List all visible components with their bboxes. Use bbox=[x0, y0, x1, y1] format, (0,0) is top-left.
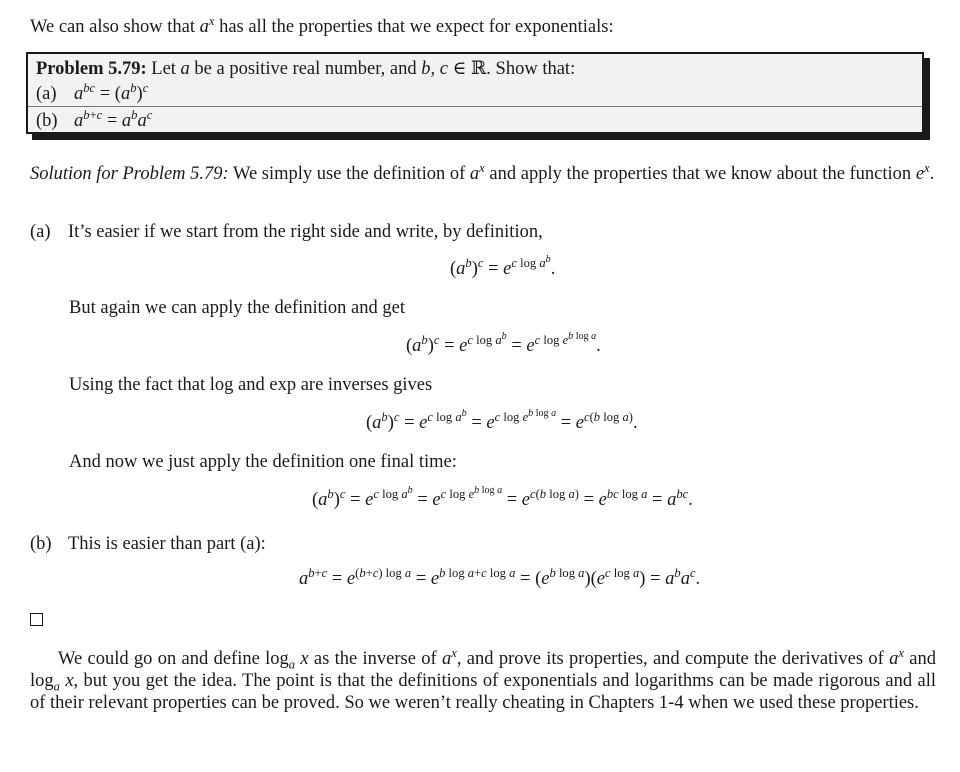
intro-base: a bbox=[199, 17, 209, 37]
closing-text-3: , and prove its properties, and compute the derivatives of bbox=[456, 649, 890, 669]
part-a-intro-text: It’s easier if we start from the right side and write, by definition, bbox=[68, 222, 543, 242]
problem-heading-line bbox=[36, 58, 575, 80]
problem-formula-b: $a^{b+c} = a^ba^c$ bbox=[74, 107, 153, 131]
part-a-final: And now we just apply the definition one final time: bbox=[69, 452, 457, 472]
equation-4: $(a^b)^c = e^{c log a^b} = e^{c log e^{b log a}} = e^{c(b log a)} = e^{bc log a} = a^{bc}$. bbox=[312, 484, 693, 510]
closing-text-4: and log bbox=[30, 649, 936, 691]
problem-divider bbox=[28, 106, 922, 107]
closing-text-5: , but you get the idea. The point is that the definitions of exponentials and logarithms can be made rigorous and all of their relevant properties can be proved. So we weren’t really cheating in Chapters 1-4 when we used these properties. bbox=[30, 671, 936, 713]
problem-label-a: (a) bbox=[36, 84, 57, 104]
solution-text-1: We simply use the definition of bbox=[228, 164, 470, 184]
part-a-fact: Using the fact that log and exp are inverses gives bbox=[69, 375, 433, 395]
equation-3: $(a^b)^c = e^{c log a^b} = e^{c log e^{b log a}} = e^{c(b log a)}$. bbox=[366, 407, 638, 433]
solution-text-2: and apply the properties that we know about the function bbox=[484, 164, 916, 184]
qed-square-icon bbox=[30, 613, 43, 626]
intro-exponent: x bbox=[208, 13, 215, 28]
intro-text-start: We can also show that bbox=[30, 17, 200, 37]
problem-text-3: ∈ ℝ. Show that: bbox=[447, 59, 576, 79]
problem-part-b bbox=[36, 107, 153, 132]
solution-text-3: . bbox=[929, 164, 935, 184]
problem-formula-a: $a^{bc} = (a^b)^c$ bbox=[74, 80, 149, 104]
part-a-again: But again we can apply the definition and get bbox=[69, 298, 405, 318]
problem-text-2: be a positive real number, and bbox=[189, 59, 422, 79]
closing-paragraph: We could go on and define $\log_a x$ as the inverse of $a^x$, and prove its properties, and compute the derivatives of $a^x$ and $\log_a x$, but you get the idea. The point is that the definitions of exponentials and logarithms can be made rigorous and all of their relevant properties can be proved. So we weren’t really cheating in Chapters 1-4 when we used these properties. bbox=[30, 645, 936, 713]
equation-5: $a^{b+c} = e^{(b+c) log a} = e^{b log a+c log a} = (e^{b log a})(e^{c log a}) = a^ba^c$. bbox=[299, 565, 701, 589]
problem-vars-bc: b, c bbox=[421, 59, 448, 79]
intro-paragraph bbox=[30, 13, 614, 38]
problem-box bbox=[26, 52, 924, 134]
solution-paragraph: Solution for Problem 5.79: We simply use the definition of $a^x$ and apply the properties that we know about the function $e^x$. bbox=[30, 160, 935, 184]
closing-text-1: We could go on and define log bbox=[58, 649, 289, 669]
solution-heading: Solution for Problem 5.79: bbox=[30, 164, 229, 184]
part-b-intro bbox=[30, 533, 266, 555]
part-a-label: (a) bbox=[30, 222, 51, 242]
part-a-intro bbox=[30, 221, 543, 243]
problem-var-a: a bbox=[180, 59, 190, 79]
problem-text-1: Let bbox=[151, 59, 181, 79]
problem-title: Problem 5.79: bbox=[36, 59, 147, 79]
closing-text-2: as the inverse of bbox=[308, 649, 443, 669]
equation-1: $(a^b)^c = e^{c log a^b}$. bbox=[450, 253, 556, 279]
problem-label-b: (b) bbox=[36, 111, 58, 131]
equation-2: $(a^b)^c = e^{c log a^b} = e^{c log e^{b log a}}$. bbox=[406, 330, 601, 356]
problem-part-a bbox=[36, 80, 149, 105]
part-b-intro-text: This is easier than part (a): bbox=[68, 534, 266, 554]
intro-text-end: has all the properties that we expect for exponentials: bbox=[214, 17, 614, 37]
part-b-label: (b) bbox=[30, 534, 52, 554]
